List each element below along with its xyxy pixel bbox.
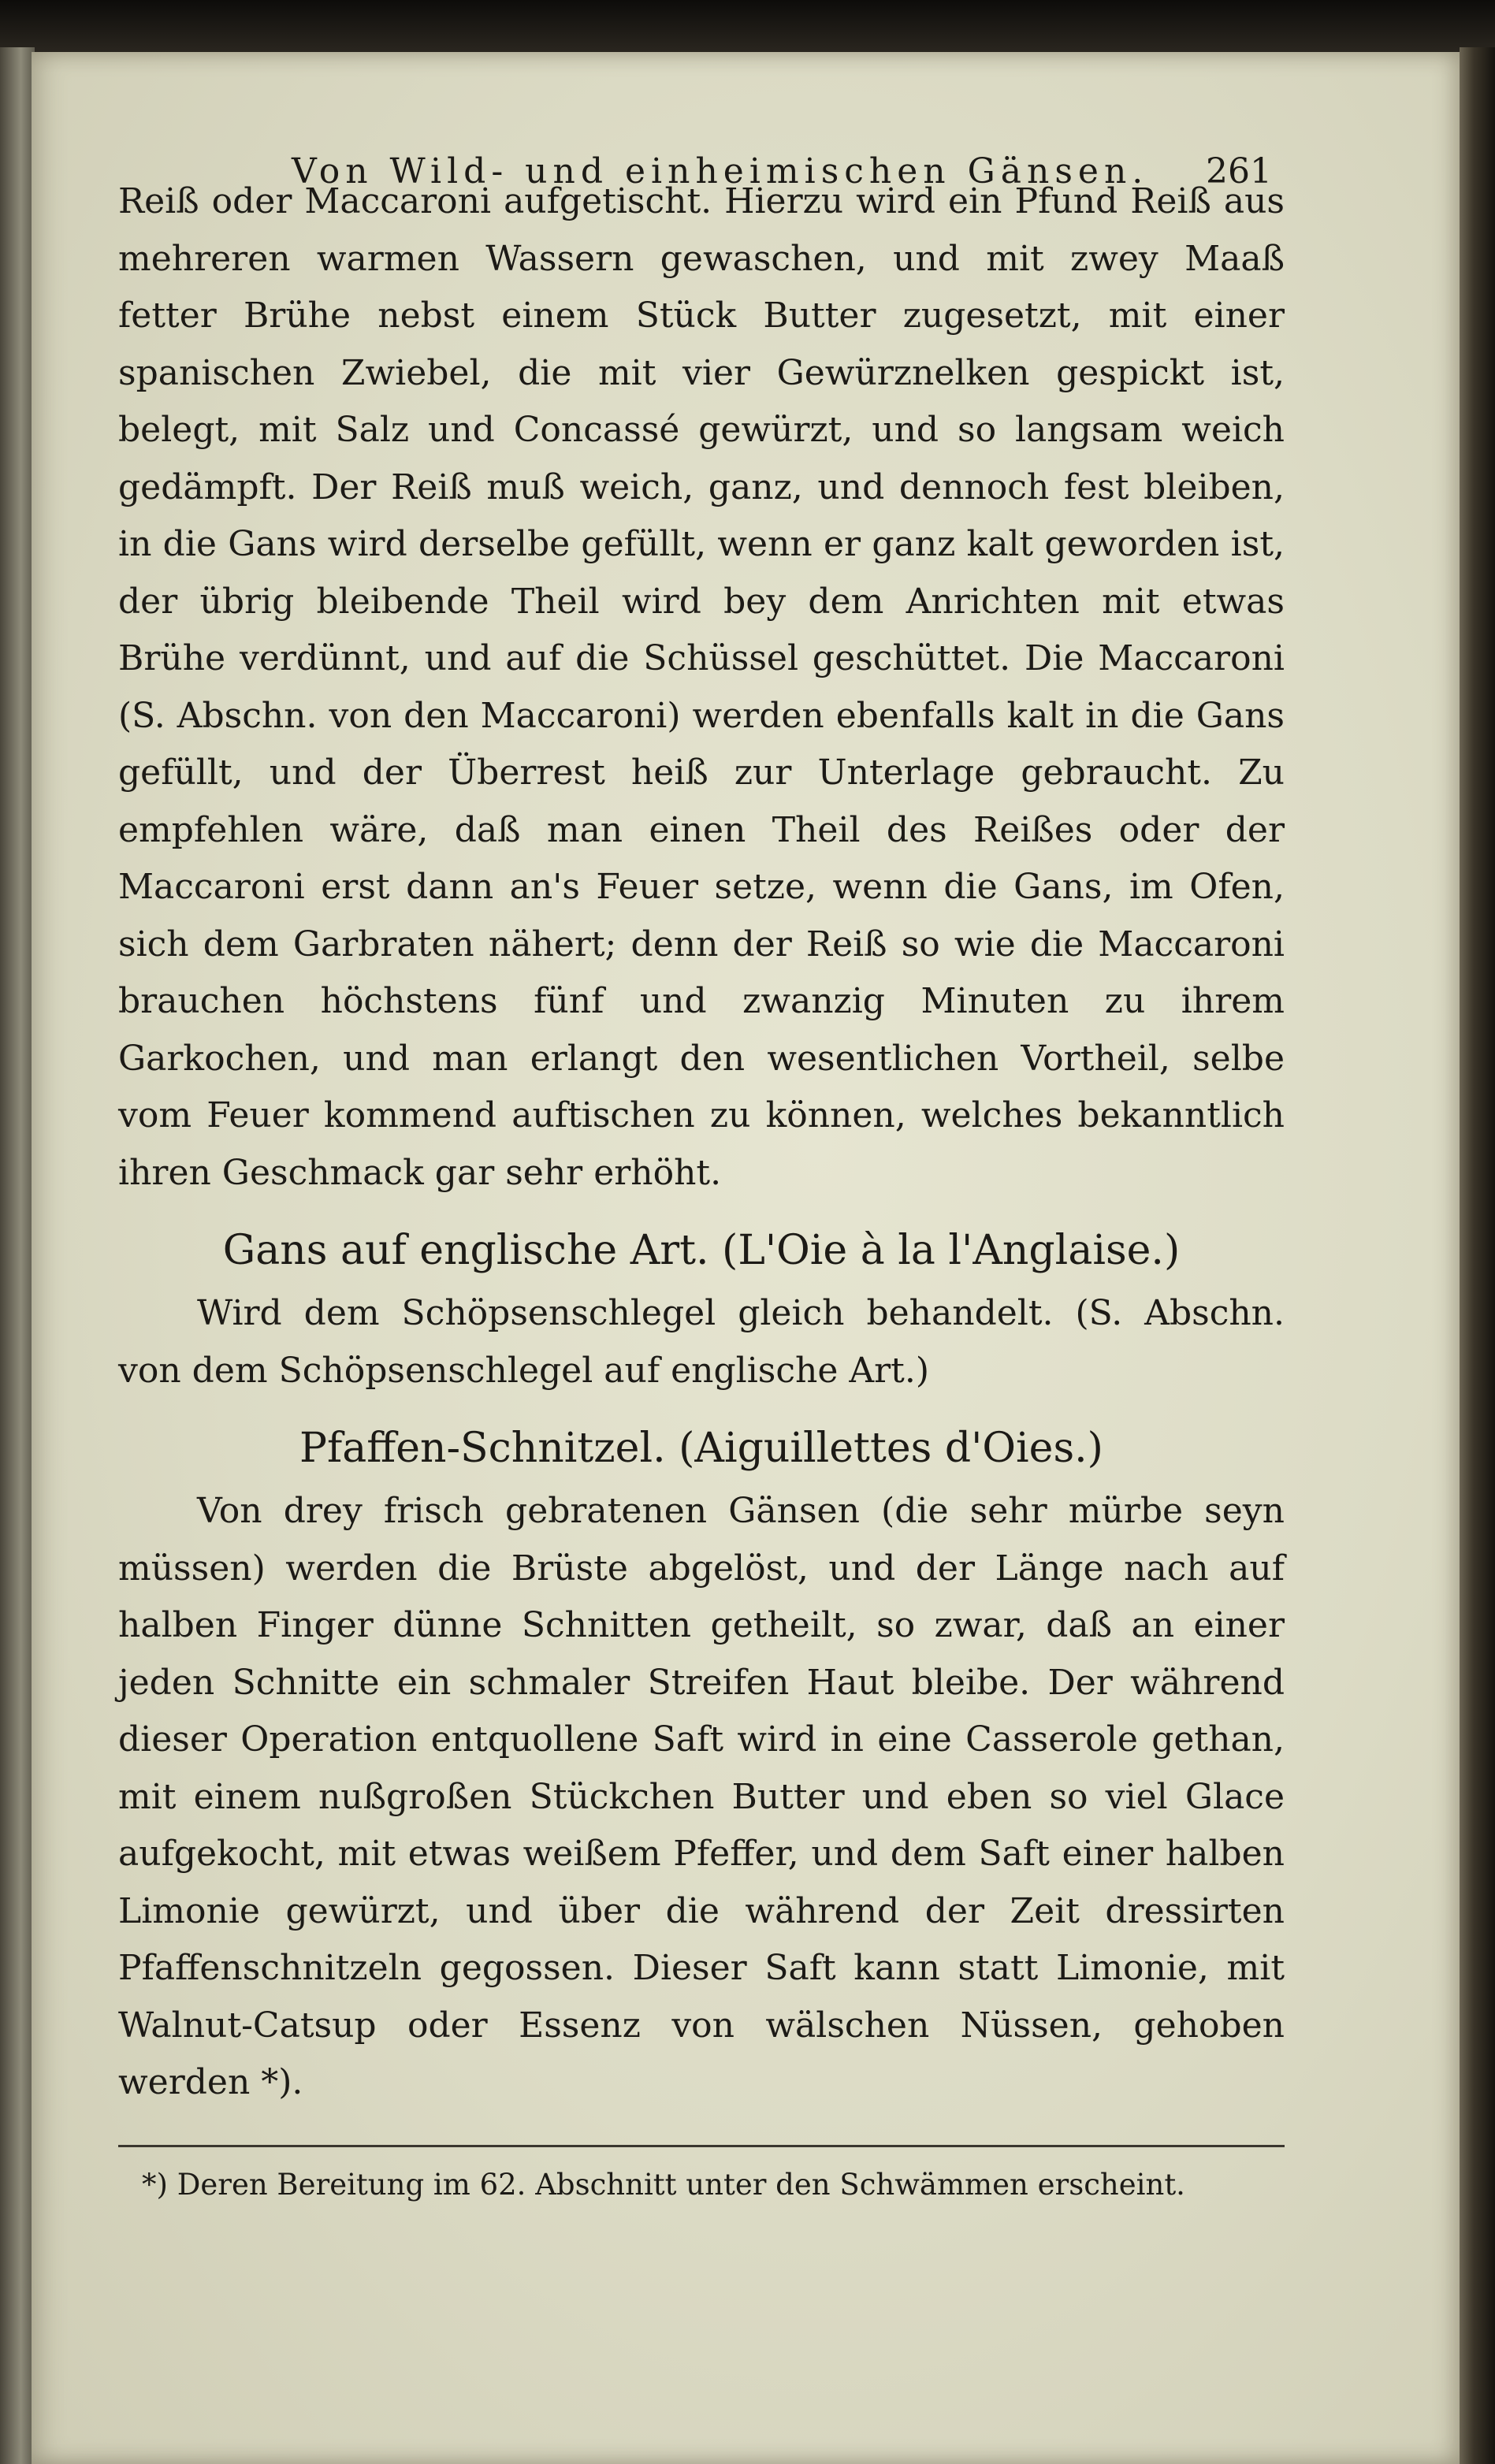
footnote-divider — [118, 2145, 1285, 2147]
section-heading-gans-englisch: Gans auf englische Art. (L'Oie à la l'Anglaise.) — [222, 1227, 1181, 1274]
right-page-edge — [1460, 47, 1495, 2464]
section-heading-pfaffen-schnitzel: Pfaffen-Schnitzel. (Aiguillettes d'Oies.) — [299, 1425, 1103, 1472]
paragraph-pfaffen-schnitzel: Von drey frisch gebratenen Gänsen (die sehr mürbe seyn müssen) werden die Brüste abgelöst, und der Länge nach auf halben Finger dünne Schnitten getheilt, so zwar, daß an einer jeden Schnitte ein schmaler Streifen Haut bleibe. Der während dieser Operation entquollene Saft wird in eine Casserole gethan, mit einem nußgroßen Stückchen Butter und eben so viel Glace aufgekocht, mit etwas weißem Pfeffer, und dem Saft einer halben Limonie gewürzt, und über die während der Zeit dressirten Pfaffenschnitzeln gegossen. Dieser Saft kann statt Limonie, mit Walnut-Catsup oder Essenz von wälschen Nüssen, gehoben werden *). — [118, 1491, 1285, 2102]
paragraph-reiss-maccaroni: Reiß oder Maccaroni aufgetischt. Hierzu wird ein Pfund Reiß aus mehreren warmen Wassern gewaschen, und mit zwey Maaß fetter Brühe nebst einem Stück Butter zugesetzt, mit einer spanischen Zwiebel, die mit vier Gewürznelken gespickt ist, belegt, mit Salz und Concassé gewürzt, und so langsam weich gedämpft. Der Reiß muß weich, ganz, und dennoch fest bleiben, in die Gans wird derselbe gefüllt, wenn er ganz kalt geworden ist, der übrig bleibende Theil wird bey dem Anrichten mit etwas Brühe verdünnt, und auf die Schüssel geschüttet. Die Maccaroni (S. Abschn. von den Maccaroni) werden ebenfalls kalt in die Gans gefüllt, und der Überrest heiß zur Unterlage gebraucht. Zu empfehlen wäre, daß man einen Theil des Reißes oder der Maccaroni erst dann an's Feuer setze, wenn die Gans, im Ofen, sich dem Garbraten nähert; denn der Reiß so wie die Maccaroni brauchen höchstens fünf und zwanzig Minuten zu ihrem Garkochen, und man erlangt den wesentlichen Vortheil, selbe vom Feuer kommend auftischen zu können, welches bekanntlich ihren Geschmack gar sehr erhöht. — [118, 181, 1285, 1193]
left-page-edge — [0, 47, 35, 2464]
running-head — [118, 95, 1285, 191]
paragraph-gans-englisch: Wird dem Schöpsenschlegel gleich behandelt. (S. Abschn. von dem Schöpsenschlegel auf englische Art.) — [118, 1293, 1285, 1391]
running-head-title: Von Wild- und einheimischen Gänsen. — [292, 151, 1149, 191]
page-content — [118, 95, 1285, 2209]
page-number: 261 — [1206, 151, 1272, 191]
footnote: *) Deren Bereitung im 62. Abschnitt unter den Schwämmen erscheint. — [142, 2167, 1185, 2202]
book-top-shadow — [0, 0, 1495, 55]
